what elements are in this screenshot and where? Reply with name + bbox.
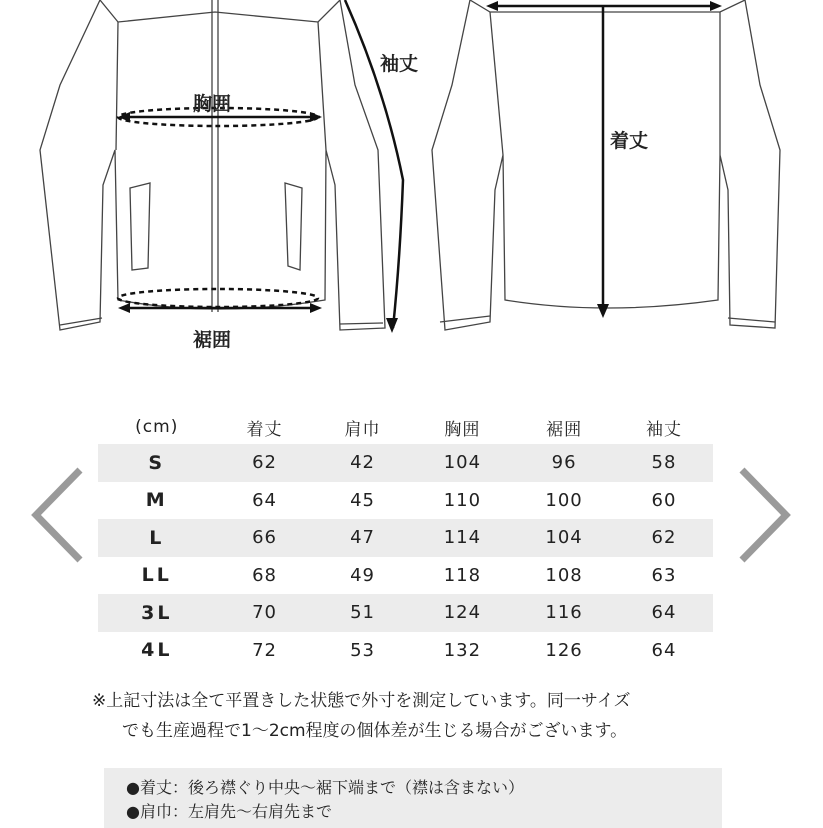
table-cell: 126 [545, 639, 583, 661]
table-cell: 60 [651, 489, 677, 511]
table-row [98, 519, 713, 557]
jacket-back [432, 0, 780, 330]
table-cell: 42 [314, 444, 412, 482]
header-shoulder: 肩巾 [344, 419, 381, 440]
table-cell: 62 [216, 444, 314, 482]
table-row [98, 557, 713, 595]
table-cell: 62 [615, 519, 713, 557]
size-cell: 4L [141, 639, 173, 662]
table-cell: 118 [443, 564, 482, 586]
legend-item: ●肩巾：左肩先～右肩先まで [126, 802, 332, 821]
table-row [98, 632, 713, 670]
table-cell: 47 [314, 519, 412, 557]
table-cell: 45 [350, 489, 375, 511]
table-cell: 100 [545, 489, 583, 511]
table-header-row [98, 410, 713, 444]
table-cell: 68 [252, 564, 277, 586]
table-row [98, 594, 713, 632]
chevron-right-icon[interactable] [734, 465, 794, 565]
table-cell: 104 [513, 519, 615, 557]
table-cell: 64 [651, 639, 677, 661]
table-cell: 63 [651, 564, 677, 586]
header-length: 着丈 [246, 419, 283, 440]
table-row [98, 482, 713, 520]
size-cell: S [98, 444, 216, 482]
table-cell: 53 [350, 639, 375, 661]
size-cell: M [145, 489, 168, 512]
chevron-left-icon[interactable] [28, 465, 88, 565]
header-chest: 胸囲 [444, 419, 481, 440]
jacket-front [40, 0, 385, 330]
header-unit: (cm) [135, 417, 179, 437]
note-line-1: ※上記寸法は全て平置きした状態で外寸を測定しています。同一サイズ [92, 691, 631, 711]
header-sleeve: 袖丈 [645, 419, 682, 440]
hem-label: 裾囲 [193, 329, 232, 351]
table-cell: 116 [513, 594, 615, 632]
table-cell: 114 [412, 519, 514, 557]
size-cell: L [98, 519, 216, 557]
table-cell: 104 [412, 444, 514, 482]
table-cell: 58 [615, 444, 713, 482]
length-label: 着丈 [610, 130, 649, 152]
table-cell: 66 [216, 519, 314, 557]
table-cell: 124 [412, 594, 514, 632]
size-cell: 3L [98, 594, 216, 632]
table-cell: 49 [350, 564, 375, 586]
size-cell: LL [141, 564, 172, 587]
table-row [98, 444, 713, 482]
measurement-legend [104, 768, 722, 828]
table-cell: 132 [443, 639, 482, 661]
size-table [98, 410, 713, 669]
table-cell: 72 [252, 639, 277, 661]
legend-item: ●着丈：後ろ襟ぐり中央～裾下端まで（襟は含まない） [126, 778, 524, 797]
jacket-measurement-diagram [0, 0, 823, 360]
table-cell: 70 [216, 594, 314, 632]
header-hem: 裾囲 [546, 419, 583, 440]
note-line-2: でも生産過程で1～2cm程度の個体差が生じる場合がございます。 [122, 721, 628, 741]
sleeve-measure-arrow [345, 0, 403, 328]
table-cell: 64 [252, 489, 277, 511]
chest-label: 胸囲 [193, 93, 232, 115]
table-cell: 51 [314, 594, 412, 632]
sleeve-label: 袖丈 [380, 53, 419, 75]
table-cell: 108 [545, 564, 583, 586]
table-cell: 96 [513, 444, 615, 482]
table-cell: 110 [443, 489, 482, 511]
measurement-note [92, 686, 732, 746]
table-cell: 64 [615, 594, 713, 632]
